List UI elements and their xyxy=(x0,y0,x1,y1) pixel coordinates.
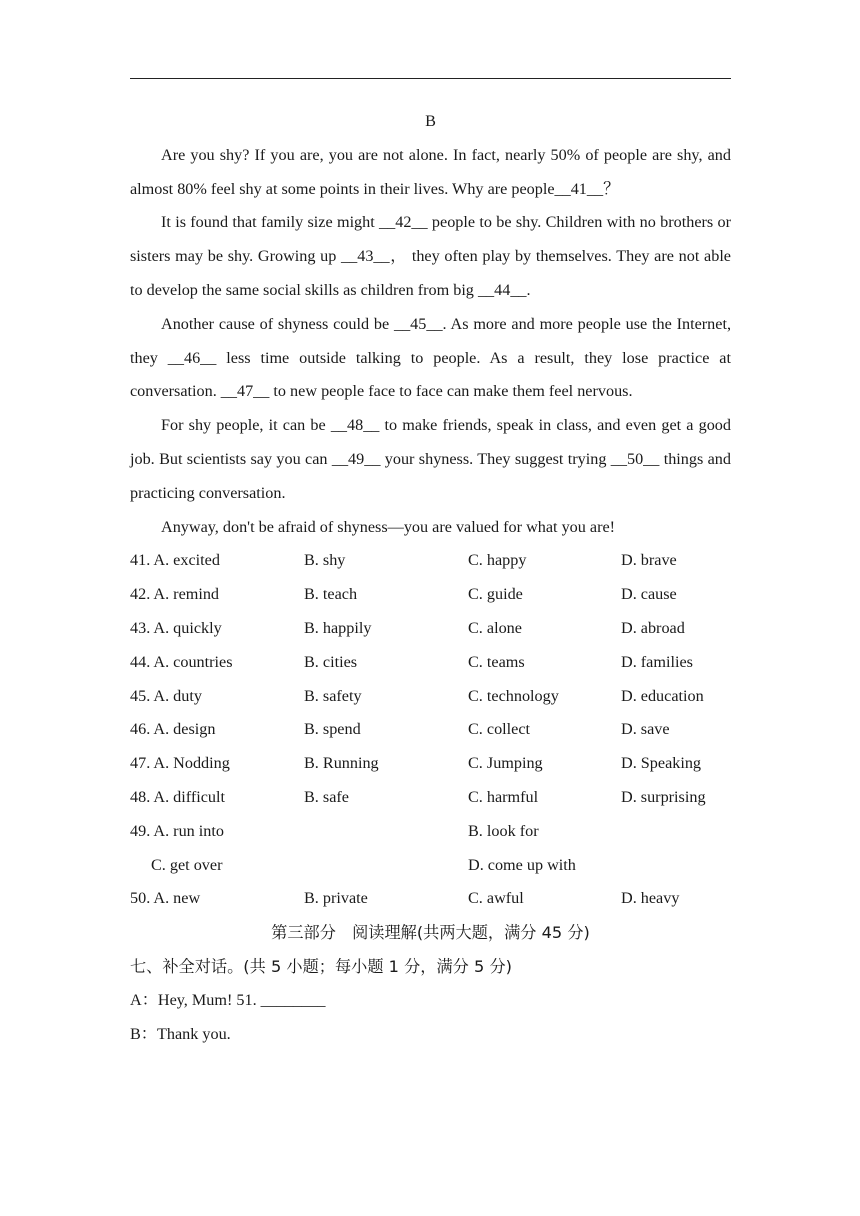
question-row xyxy=(130,646,731,680)
option-c: C. technology xyxy=(468,686,559,705)
question-row xyxy=(130,781,731,815)
option-d: D. abroad xyxy=(621,618,685,637)
option-d: D. save xyxy=(621,720,670,739)
dialogue-line: B：Thank you. xyxy=(130,1024,231,1043)
option-b: B. private xyxy=(304,889,368,908)
section-heading: 七、补全对话。(共 5 小题；每小题 1 分，满分 5 分) xyxy=(130,956,512,976)
passage-paragraph: Are you shy? If you are, you are not alone. In fact, nearly 50% of people are shy, and almost 80% feel shy at some points in their lives. Why are people__41__？ xyxy=(130,145,731,198)
question-row xyxy=(130,612,731,646)
question-row xyxy=(130,815,731,849)
option-c: C. collect xyxy=(468,720,531,739)
option-c: C. happy xyxy=(468,551,527,570)
option-c: C. guide xyxy=(468,585,523,604)
part-heading: 第三部分 阅读理解(共两大题，满分 45 分) xyxy=(271,923,590,943)
option-c: C. awful xyxy=(468,889,524,908)
passage-paragraph: For shy people, it can be __48__ to make friends, speak in class, and even get a good job. But scientists say you can __49__ your shyness. They suggest trying __50__ things and practicing conversation. xyxy=(130,416,731,502)
section-title: B xyxy=(425,112,436,130)
option-a: 49. A. run into xyxy=(130,821,224,840)
option-b: B. safety xyxy=(304,686,362,705)
question-row xyxy=(130,680,731,714)
option-c: C. harmful xyxy=(468,787,539,806)
option-a: 47. A. Nodding xyxy=(130,754,230,773)
option-c: C. get over xyxy=(151,855,223,874)
option-d: D. surprising xyxy=(621,787,706,806)
option-d: D. brave xyxy=(621,551,677,570)
option-c: C. teams xyxy=(468,652,525,671)
option-b: B. happily xyxy=(304,618,372,637)
option-a: 46. A. design xyxy=(130,720,216,739)
header-rule xyxy=(130,78,731,79)
passage-paragraph: It is found that family size might __42__ people to be shy. Children with no brothers or sisters may be shy. Growing up __43__， they often play by themselves. They are not able to develop the same social skills as children from big __44__. xyxy=(130,213,731,299)
dialogue-line: A：Hey, Mum! 51. ________ xyxy=(130,990,326,1009)
question-row xyxy=(130,747,731,781)
question-row xyxy=(130,578,731,612)
option-c: C. Jumping xyxy=(468,754,543,773)
passage-paragraph: Another cause of shyness could be __45__. As more and more people use the Internet, they __46__ less time outside talking to people. As a result, they lose practice at conversation. __47__ to new people face to face can make them feel nervous. xyxy=(130,314,731,401)
option-d: D. Speaking xyxy=(621,754,702,773)
option-a: 42. A. remind xyxy=(130,585,220,604)
option-b: B. Running xyxy=(304,754,379,773)
passage-paragraph: Anyway, don't be afraid of shyness—you are valued for what you are! xyxy=(161,517,616,536)
option-a: 41. A. excited xyxy=(130,551,220,570)
page-content xyxy=(130,105,731,1051)
question-list xyxy=(130,544,731,916)
option-a: 44. A. countries xyxy=(130,652,233,671)
option-c: C. alone xyxy=(468,618,522,637)
option-b: B. shy xyxy=(304,551,346,570)
option-d: D. cause xyxy=(621,585,677,604)
question-row xyxy=(130,882,731,916)
option-b: B. spend xyxy=(304,720,361,739)
option-d: D. families xyxy=(621,652,693,671)
option-b: B. teach xyxy=(304,585,358,604)
question-row xyxy=(130,849,731,883)
option-a: 45. A. duty xyxy=(130,686,202,705)
option-b: B. cities xyxy=(304,652,358,671)
option-a: 43. A. quickly xyxy=(130,618,222,637)
option-d: D. heavy xyxy=(621,889,680,908)
question-row xyxy=(130,544,731,578)
question-row xyxy=(130,713,731,747)
option-b: B. safe xyxy=(304,787,349,806)
option-b: B. look for xyxy=(468,821,539,840)
option-d: D. education xyxy=(621,686,704,705)
option-a: 50. A. new xyxy=(130,889,201,908)
option-d: D. come up with xyxy=(468,855,576,874)
option-a: 48. A. difficult xyxy=(130,787,226,806)
